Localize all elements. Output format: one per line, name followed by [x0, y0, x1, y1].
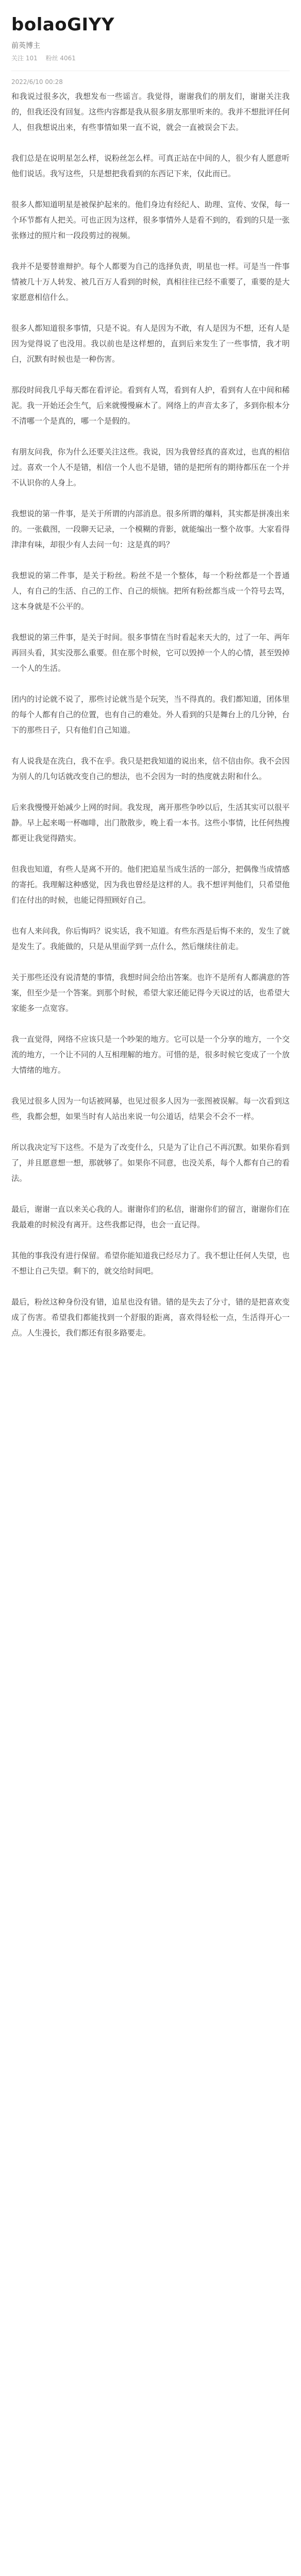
paragraph: 我想说的第二件事，是关于粉丝。粉丝不是一个整体，每一个粉丝都是一个普通人，有自己的生活、自己的工作、自己的烦恼。把所有粉丝都当成一个符号去骂，这本身就是不公平的。 [11, 571, 290, 611]
page-title: bolaoGIYY [11, 14, 114, 35]
paragraph: 也有人来问我，你后悔吗？说实话，我不知道。有些东西是后悔不来的，发生了就是发生了。我能做的，只是从里面学到一点什么，然后继续往前走。 [11, 926, 290, 951]
article-body [0, 89, 301, 1341]
follower-count[interactable]: 粉丝 4061 [45, 55, 76, 62]
paragraph: 团内的讨论就不说了，那些讨论就当是个玩笑，当不得真的。我们都知道，团体里的每个人都有自己的位置，也有自己的难处。外人看到的只是舞台上的几分钟，台下的那些日子，只有他们自己知道。 [11, 694, 290, 735]
post-header [0, 0, 301, 62]
paragraph: 我并不是要替谁辩护。每个人都要为自己的选择负责，明星也一样。可是当一件事情被几十万人转发、被几百万人看到的时候，真相往往已经不重要了，重要的是大家愿意相信什么。 [11, 262, 290, 302]
paragraph: 关于那些还没有说清楚的事情，我想时间会给出答案。也许不是所有人都满意的答案，但至少是一个答案。到那个时候，希望大家还能记得今天说过的话，也希望大家能多一点宽容。 [11, 973, 290, 1013]
paragraph: 我一直觉得，网络不应该只是一个吵架的地方。它可以是一个分享的地方，一个交流的地方，一个让不同的人互相理解的地方。可惜的是，很多时候它变成了一个放大情绪的地方。 [11, 1035, 290, 1075]
post-date: 2022/6/10 00:28 [11, 78, 63, 86]
paragraph: 后来我慢慢开始减少上网的时间。我发现，离开那些争吵以后，生活其实可以很平静。早上起来喝一杯咖啡，出门散散步，晚上看一本书。这些小事情，比任何热搜都更让我觉得踏实。 [11, 803, 290, 843]
author-meta [11, 54, 290, 62]
paragraph: 那段时间我几乎每天都在看评论。看到有人骂，看到有人护，看到有人在中间和稀泥。我一开始还会生气，后来就慢慢麻木了。网络上的声音太多了，多到你根本分不清哪一个是真的，哪一个是假的。 [11, 385, 290, 426]
following-count[interactable]: 关注 101 [11, 55, 38, 62]
paragraph: 但我也知道，有些人是离不开的。他们把追星当成生活的一部分，把偶像当成情感的寄托。我理解这种感觉，因为我也曾经是这样的人。我不想评判他们，只希望他们在付出的时候，也能记得照顾好自己。 [11, 865, 290, 905]
paragraph: 我们总是在说明星怎么样，说粉丝怎么样。可真正站在中间的人，很少有人愿意听他们说话。我写这些，只是想把我看到的东西记下来，仅此而已。 [11, 154, 290, 178]
paragraph: 最后，谢谢一直以来关心我的人。谢谢你们的私信，谢谢你们的留言，谢谢你们在我最难的时候没有离开。这些我都记得，也会一直记得。 [11, 1205, 290, 1229]
paragraph: 我想说的第一件事，是关于所谓的内部消息。很多所谓的爆料，其实都是拼凑出来的。一张截图，一段聊天记录，一个模糊的背影，就能编出一整个故事。大家看得津津有味，却很少有人去问一句：这是真的吗？ [11, 509, 290, 549]
paragraph: 很多人都知道明星是被保护起来的。他们身边有经纪人、助理、宣传、安保，每一个环节都有人把关。可也正因为这样，很多事情外人是看不到的，看到的只是一张张修过的照片和一段段剪过的视频。 [11, 200, 290, 240]
paragraph: 有人说我是在洗白，我不在乎。我只是把我知道的说出来，信不信由你。我不会因为别人的几句话就改变自己的想法，也不会因为一时的热度就去附和什么。 [11, 756, 290, 781]
paragraph: 很多人都知道很多事情，只是不说。有人是因为不敢，有人是因为不想，还有人是因为觉得说了也没用。我以前也是这样想的，直到后来发生了一些事情，我才明白，沉默有时候也是一种伤害。 [11, 324, 290, 364]
paragraph: 我想说的第三件事，是关于时间。很多事情在当时看起来天大的，过了一年、两年再回头看，其实没那么重要。但在那个时候，它可以毁掉一个人的心情，甚至毁掉一个人的生活。 [11, 633, 290, 673]
paragraph: 和我说过很多次，我想发布一些谣言。我觉得，谢谢我们的朋友们，谢谢关注我的，但我还没有回复。这些内容都是我从很多朋友那里听来的。我并不想批评任何人，但我想说出来，有些事情如果一直不说，就会一直被误会下去。 [11, 92, 290, 132]
paragraph: 我见过很多人因为一句话被网暴，也见过很多人因为一张图被误解。每一次看到这些，我都会想，如果当时有人站出来说一句公道话，结果会不会不一样。 [11, 1096, 290, 1121]
paragraph: 最后，粉丝这种身份没有错，追星也没有错。错的是失去了分寸，错的是把喜欢变成了伤害。希望我们都能找到一个舒服的距离，喜欢得轻松一点，生活得开心一点。人生漫长，我们都还有很多路要走。 [11, 1297, 290, 1337]
paragraph: 所以我决定写下这些。不是为了改变什么，只是为了让自己不再沉默。如果你看到了，并且愿意想一想，那就够了。如果你不同意，也没关系，每个人都有自己的看法。 [11, 1143, 290, 1183]
author-name[interactable]: 前英博主 [11, 42, 40, 50]
paragraph: 其他的事我没有进行保留。希望你能知道我已经尽力了。我不想让任何人失望，也不想让自己失望。剩下的，就交给时间吧。 [11, 1251, 290, 1276]
paragraph: 有朋友问我，你为什么还要关注这些。我说，因为我曾经真的喜欢过，也真的相信过。喜欢一个人不是错，相信一个人也不是错，错的是把所有的期待都压在一个并不认识你的人身上。 [11, 447, 290, 487]
